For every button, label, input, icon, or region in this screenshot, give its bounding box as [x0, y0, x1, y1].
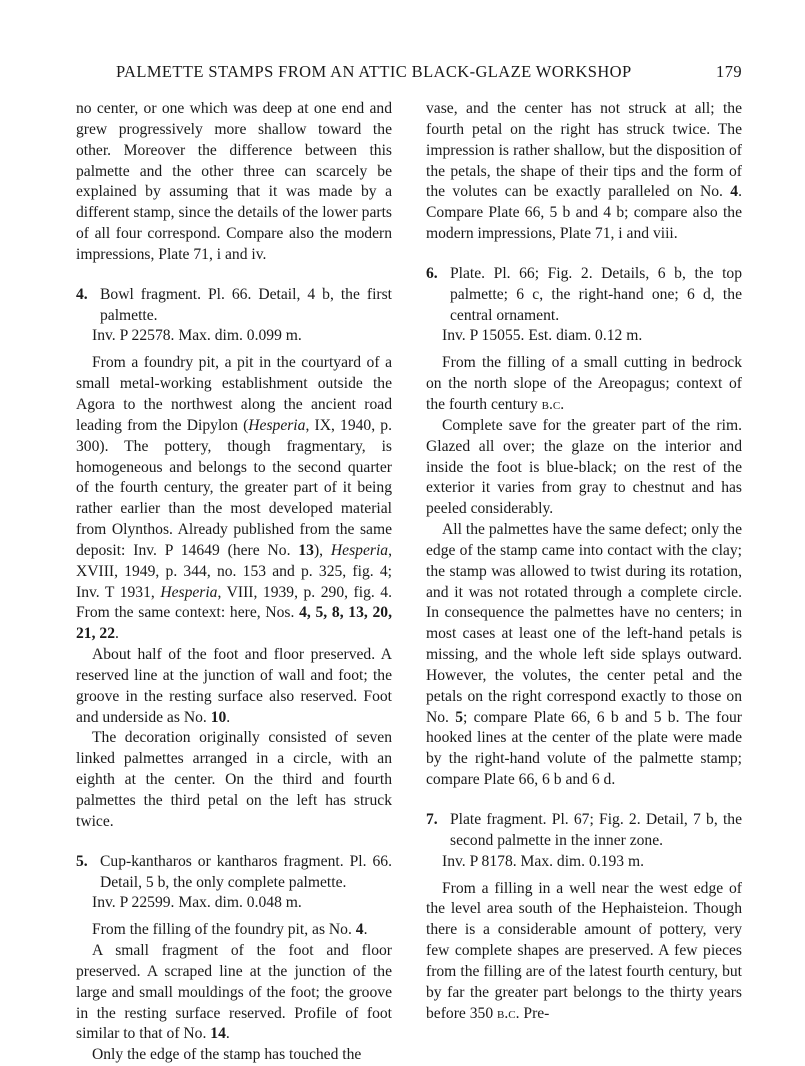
- entry-5-heading: 5. Cup-kantharos or kantharos fragment. Pl. 66. Detail, 5 b, the only complete palmette.: [76, 852, 392, 891]
- entry-4-heading: 4. Bowl fragment. Pl. 66. Detail, 4 b, the first palmette.: [76, 285, 392, 324]
- entry-number: 7.: [426, 811, 438, 828]
- entry-number: 5.: [76, 852, 88, 870]
- right-column: [426, 99, 742, 1024]
- entry-6-paragraph-2: Complete save for the greater part of the rim. Glazed all over; the glaze on the interior and inside the foot is blue-black; on the rest of the exterior it varies from gray to chestnut and has peeled considerably.: [426, 416, 742, 518]
- entry-4-paragraph-1: From a foundry pit, a pit in the courtyard of a small metal-working establishment outside the Agora to the northwest along the ancient road leading from the Dipylon (Hesperia, IX, 1940, p. 300). The pottery, though fragmentary, is homogeneous and belongs to the second quarter of the fourth century, the greater part of it being rather earlier than the most developed material from Olynthos. Already published from the same deposit: Inv. P 14649 (here No. 13), Hesperia, XVIII, 1949, p. 344, no. 153 and p. 325, fig. 4; Inv. T 1931, Hesperia, VIII, 1939, p. 290, fig. 4. From the same context: here, Nos. 4, 5, 8, 13, 20, 21, 22.: [76, 354, 392, 643]
- entry-7-inventory: Inv. P 8178. Max. dim. 0.193 m.: [442, 852, 644, 870]
- entry-5-inventory: Inv. P 22599. Max. dim. 0.048 m.: [92, 894, 302, 912]
- running-title: PALMETTE STAMPS FROM AN ATTIC BLACK-GLAZE WORKSHOP: [116, 62, 632, 81]
- entry-5-paragraph-2: A small fragment of the foot and floor preserved. A scraped line at the junction of the large and small mouldings of the foot; the groove in the resting surface reserved. Profile of foot similar to that of No. 14.: [76, 942, 392, 1043]
- entry-5-paragraph-1: From the filling of the foundry pit, as No. 4.: [92, 921, 368, 939]
- continued-paragraph: vase, and the center has not struck at all; the fourth petal on the right has struck twice. The impression is rather shallow, but the disposition of the petals, the shape of their tips and the form of the volutes can be exactly paralleled on No. 4. Compare Plate 66, 5 b and 4 b; compare also the modern impressions, Plate 71, i and viii.: [426, 100, 742, 243]
- entry-number: 6.: [426, 264, 438, 282]
- entry-number: 4.: [76, 285, 88, 303]
- entry-6-paragraph-1: From the filling of a small cutting in bedrock on the north slope of the Areopagus; context of the fourth century b.c.: [426, 354, 742, 413]
- entry-5-paragraph-3: Only the edge of the stamp has touched the: [92, 1046, 362, 1064]
- entry-4-paragraph-3: The decoration originally consisted of seven linked palmettes arranged in a circle, with an eighth at the center. On the third and fourth palmettes the third petal on the left has struck twice.: [76, 729, 392, 830]
- entry-6-paragraph-3: All the palmettes have the same defect; only the edge of the stamp came into contact with the clay; the stamp was allowed to twist during its rotation, and it was not rotated through a complete circle. In consequence the palmettes have no centers; in most cases at least one of the left-hand petals is missing, and the whole left side splays outward. However, the volutes, the center petal and the petals on the right correspond exactly to those on No. 5; compare Plate 66, 6 b and 5 b. The four hooked lines at the center of the plate were made by the right-hand volute of the palmette stamp; compare Plate 66, 6 b and 6 d.: [426, 521, 742, 789]
- entry-4-inventory: Inv. P 22578. Max. dim. 0.099 m.: [92, 327, 302, 345]
- entry-6-inventory: Inv. P 15055. Est. diam. 0.12 m.: [442, 327, 643, 345]
- entry-7-paragraph-1: From a filling in a well near the west edge of the level area south of the Hephaisteion. Though there is a considerable amount of pottery, very few complete shapes are preserved. A few pieces from the filling are of the latest fourth century, but by far the greater part belongs to the thirty years before 350 b.c. Pre-: [426, 879, 742, 1022]
- left-column: [76, 99, 392, 1066]
- page-number: 179: [716, 62, 742, 81]
- entry-6-heading: 6. Plate. Pl. 66; Fig. 2. Details, 6 b, the top palmette; 6 c, the right-hand one; 6 d, the central ornament.: [426, 264, 742, 324]
- entry-7-heading: 7. Plate fragment. Pl. 67; Fig. 2. Detail, 7 b, the second palmette in the inner zone.: [426, 811, 742, 849]
- continued-paragraph: no center, or one which was deep at one end and grew progressively more shallow toward the other. Moreover the difference between this palmette and the other three can scarcely be explained by assuming that it was made by a different stamp, since the details of the lower parts of all four correspond. Compare also the modern impressions, Plate 71, i and iv.: [76, 100, 392, 263]
- entry-4-paragraph-2: About half of the foot and floor preserved. A reserved line at the junction of wall and foot; the groove in the resting surface also reserved. Foot and underside as No. 10.: [76, 646, 392, 726]
